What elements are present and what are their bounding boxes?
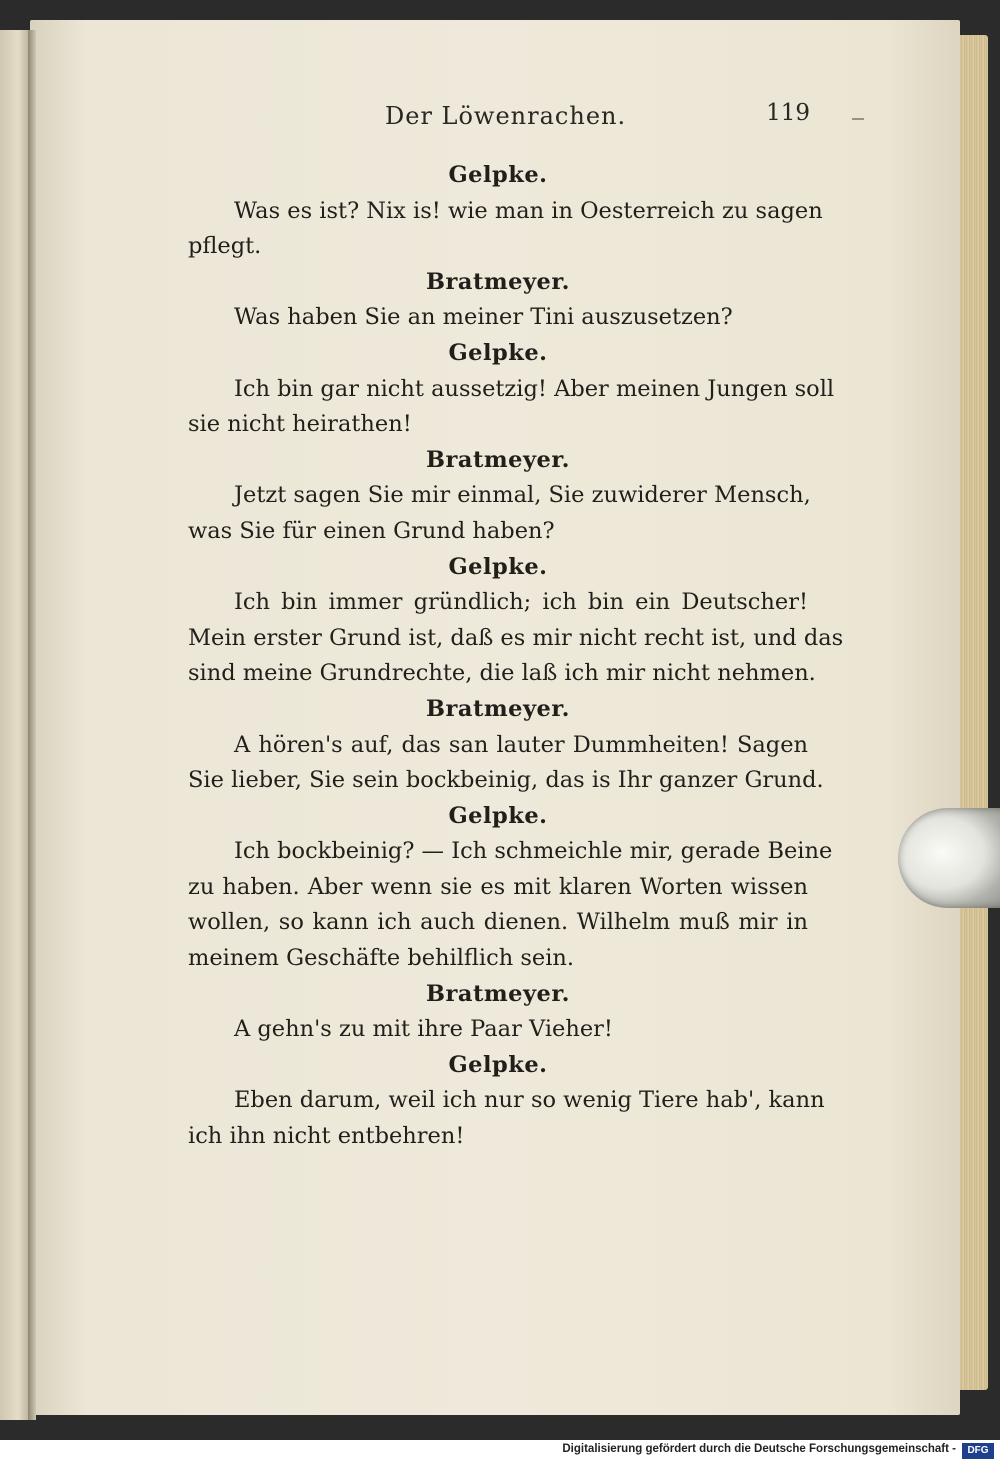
- speaker-name: Gelpke.: [448, 802, 548, 829]
- book-gutter: [28, 30, 36, 1420]
- speaker-name: Gelpke.: [448, 553, 548, 580]
- running-title: Der Löwenrachen.: [385, 102, 627, 130]
- speaker-name: Bratmeyer.: [426, 268, 570, 295]
- page-number: 119: [766, 100, 810, 126]
- text-line: meinem Geschäfte behilflich sein.: [188, 945, 575, 972]
- text-line: Ich bockbeinig? — Ich schmeichle mir, gerade Beine: [234, 838, 833, 865]
- speaker-name: Gelpke.: [448, 339, 548, 366]
- text-line: sind meine Grundrechte, die laß ich mir nicht nehmen.: [188, 660, 816, 687]
- text-line: Was haben Sie an meiner Tini auszusetzen?: [234, 304, 733, 331]
- text-line: Jetzt sagen Sie mir einmal, Sie zuwiderer Mensch,: [234, 482, 811, 509]
- text-line: ich ihn nicht entbehren!: [188, 1123, 465, 1150]
- speaker-name: Gelpke.: [448, 1051, 548, 1078]
- text-line: A gehn's zu mit ihre Paar Vieher!: [234, 1016, 613, 1043]
- text-line: Mein erster Grund ist, daß es mir nicht recht ist, und das: [188, 624, 844, 651]
- text-line: Ich bin gar nicht aussetzig! Aber meinen Jungen soll: [234, 375, 835, 402]
- text-line: Eben darum, weil ich nur so wenig Tiere hab', kann: [234, 1087, 825, 1114]
- text-line: A hören's auf, das san lauter Dummheiten! Sagen: [234, 731, 808, 758]
- speaker-name: Bratmeyer.: [426, 695, 570, 722]
- text-line: wollen, so kann ich auch dienen. Wilhelm muß mir in: [188, 909, 808, 936]
- funding-credit: Digitalisierung gefördert durch die Deutsche Forschungsgemeinschaft -: [562, 1443, 956, 1455]
- speaker-name: Bratmeyer.: [426, 446, 570, 473]
- footer-bar: [0, 1440, 1000, 1464]
- text-line: sie nicht heirathen!: [188, 411, 412, 438]
- page-header: [180, 100, 820, 136]
- text-line: Sie lieber, Sie sein bockbeinig, das is Ihr ganzer Grund.: [188, 767, 824, 794]
- text-line: Was es ist? Nix is! wie man in Oesterreich zu sagen: [234, 197, 823, 224]
- margin-mark: [852, 118, 864, 120]
- text-line: Ich bin immer gründlich; ich bin ein Deutscher!: [234, 589, 808, 616]
- speaker-name: Gelpke.: [448, 162, 548, 188]
- text-line: was Sie für einen Grund haben?: [188, 517, 555, 544]
- speaker-name: Bratmeyer.: [426, 980, 570, 1007]
- page-clip: [898, 808, 1000, 908]
- dfg-logo: DFG: [962, 1443, 994, 1459]
- text-line: pflegt.: [188, 233, 262, 260]
- facing-page-edge: [0, 30, 30, 1420]
- page-text: [188, 158, 844, 1155]
- text-line: zu haben. Aber wenn sie es mit klaren Worten wissen: [188, 873, 808, 900]
